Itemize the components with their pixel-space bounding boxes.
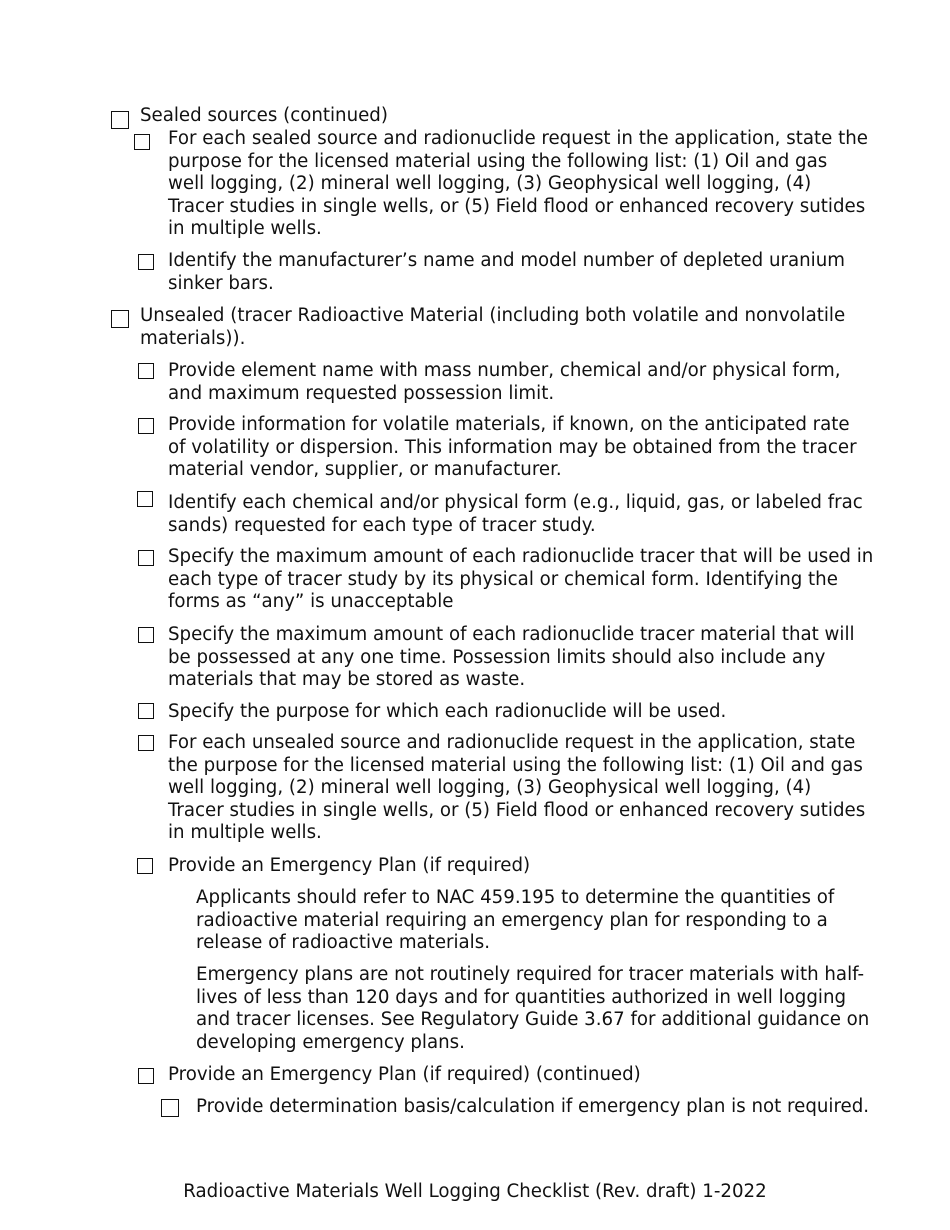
radionuclide-purpose-checkbox[interactable] (138, 703, 154, 719)
page-footer: Radioactive Materials Well Logging Checklist (Rev. draft) 1-2022 (183, 1181, 767, 1202)
possession-limit-checkbox[interactable] (138, 627, 154, 643)
determination-basis-checkbox[interactable] (161, 1099, 179, 1117)
sealed-purpose-checkbox[interactable] (134, 134, 150, 150)
sinker-bars-checkbox[interactable] (138, 254, 154, 270)
emergency-note-tracer: Emergency plans are not routinely required for tracer materials with half- lives of less than 120 days and for quantities authorized in well logging and tracer licenses. See Regulatory Guide 3.67 for additional guidance on developing emergency plans. (196, 964, 870, 1053)
unsealed-checkbox[interactable] (111, 310, 129, 328)
chemical-form-checkbox[interactable] (137, 491, 153, 507)
emergency-plan-continued-checkbox[interactable] (138, 1068, 154, 1084)
volatile-info-text: Provide information for volatile materials, if known, on the anticipated rate of volatility or dispersion. This information may be obtained from the tracer material vendor, supplier, or manufacturer. (168, 414, 857, 481)
unsealed-purpose-checkbox[interactable] (138, 735, 154, 751)
emergency-note-nac: Applicants should refer to NAC 459.195 to determine the quantities of radioactive material requiring an emergency plan for responding to a release of radioactive materials. (196, 887, 835, 954)
radionuclide-purpose-text: Specify the purpose for which each radionuclide will be used. (168, 701, 727, 722)
sealed-sources-checkbox[interactable] (111, 111, 129, 129)
volatile-info-checkbox[interactable] (138, 418, 154, 434)
max-amount-study-checkbox[interactable] (138, 550, 154, 566)
sinker-bars-text: Identify the manufacturer’s name and model number of depleted uranium sinker bars. (168, 250, 845, 294)
max-amount-study-text: Specify the maximum amount of each radionuclide tracer that will be used in each type of tracer study by its physical or chemical form. Identifying the forms as “any” is unacceptable (168, 546, 874, 613)
emergency-plan-label: Provide an Emergency Plan (if required) (168, 855, 531, 876)
possession-limit-text: Specify the maximum amount of each radionuclide tracer material that will be possessed at any one time. Possession limits should also include any materials that may be stored as waste. (168, 624, 855, 691)
unsealed-purpose-text: For each unsealed source and radionuclide request in the application, state the purpose for the licensed material using the following list: (1) Oil and gas well logging, (2) mineral well logging, (3) Geophysical well logging, (4) Tracer studies in single wells, or (5) Field flood or enhanced recovery sutides in multiple wells. (168, 732, 866, 844)
sealed-purpose-text: For each sealed source and radionuclide request in the application, state the purpose for the licensed material using the following list: (1) Oil and gas well logging, (2) mineral well logging, (3) Geophysical well logging, (4) Tracer studies in single wells, or (5) Field flood or enhanced recovery sutides in multiple wells. (168, 128, 868, 240)
sealed-sources-heading: Sealed sources (continued) (140, 105, 388, 126)
chemical-form-text: Identify each chemical and/or physical form (e.g., liquid, gas, or labeled frac sands) requested for each type of tracer study. (168, 492, 863, 536)
unsealed-heading: Unsealed (tracer Radioactive Material (including both volatile and nonvolatile materials)). (140, 305, 846, 349)
emergency-plan-continued-label: Provide an Emergency Plan (if required) (continued) (168, 1064, 641, 1085)
element-name-text: Provide element name with mass number, chemical and/or physical form, and maximum requested possession limit. (168, 360, 841, 404)
emergency-plan-checkbox[interactable] (137, 858, 153, 874)
element-name-checkbox[interactable] (138, 363, 154, 379)
determination-basis-text: Provide determination basis/calculation if emergency plan is not required. (196, 1096, 870, 1117)
